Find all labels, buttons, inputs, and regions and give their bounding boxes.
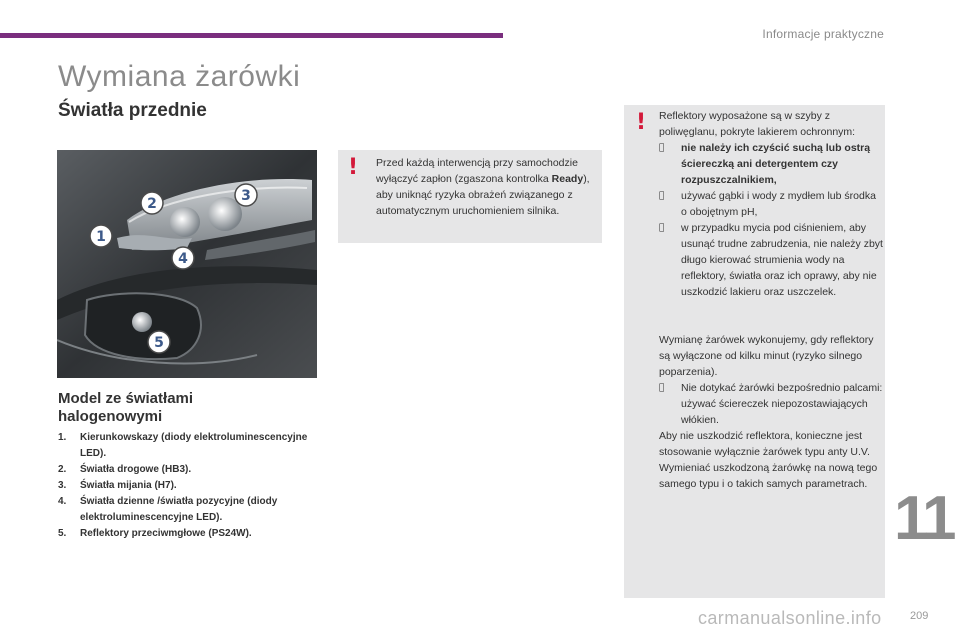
- list-item-number: 4.: [58, 496, 67, 507]
- list-item-text: Nie dotykać żarówki bezpośrednio palcami: używać ściereczek niepozostawiających włókien.: [681, 382, 883, 426]
- section-subtitle: Światła przednie: [58, 100, 207, 121]
- list-item-text: Światła dzienne /światła pozycyjne (diody elektroluminescencyjne LED).: [80, 496, 278, 523]
- care-intro: Reflektory wyposażone są w szyby z poliwęglanu, pokryte lakierem ochronnym:: [659, 110, 856, 138]
- callout-2: [141, 192, 163, 214]
- bullet-icon: [659, 220, 681, 300]
- bullet-icon: [659, 140, 681, 188]
- list-item: [58, 494, 328, 526]
- list-item-text: używać gąbki i wody z mydłem lub środka o obojętnym pH,: [681, 190, 876, 218]
- list-item-number: 5.: [58, 528, 67, 539]
- page-title: Wymiana żarówki: [58, 60, 301, 93]
- ignition-warning-box: [338, 150, 602, 243]
- section-label: Informacje praktyczne: [762, 27, 884, 41]
- callout-1-label: 1: [96, 229, 106, 245]
- list-item-text: nie należy ich czyścić suchą lub ostrą ściereczką ani detergentem czy rozpuszczalnikiem,: [681, 142, 871, 186]
- list-item-number: 2.: [58, 464, 67, 475]
- ignition-warning-text: [376, 155, 598, 219]
- callout-5: [148, 331, 170, 353]
- callout-3: [235, 184, 257, 206]
- warning-text-part: ), aby uniknąć ryzyka obrażeń związanego z automatycznym uruchomieniem silnika.: [376, 173, 590, 217]
- headlamp-care-warning-box: [624, 105, 885, 598]
- list-item: [58, 462, 328, 478]
- list-item: [58, 526, 328, 542]
- bullet-icon: [659, 380, 681, 428]
- list-item: [659, 380, 883, 428]
- model-heading: Model ze światłami halogenowymi: [58, 390, 194, 425]
- list-item-number: 1.: [58, 432, 67, 443]
- list-item: [659, 140, 883, 188]
- uv-bulb-paragraph: Aby nie uszkodzić reflektora, konieczne jest stosowanie wyłącznie żarówek typu anty U.V.: [659, 430, 870, 458]
- list-item-text: w przypadku mycia pod ciśnieniem, aby usunąć trudne zabrudzenia, nie należy zbyt długo kierować strumienia wody na reflektory, światła oraz ich oprawy, aby nie uszkodzić lakieru oraz uszczelek.: [681, 222, 883, 298]
- callout-4: [172, 247, 194, 269]
- page-number: 209: [910, 610, 929, 622]
- headlamp-care-text: [659, 108, 883, 492]
- warning-text-part: Przed każdą interwencją przy samochodzie wyłączyć zapłon (zgaszona kontrolka: [376, 157, 578, 185]
- list-item: [659, 220, 883, 300]
- parts-list: [58, 430, 328, 542]
- list-item-number: 3.: [58, 480, 67, 491]
- warning-icon: !: [636, 110, 647, 135]
- callout-2-label: 2: [147, 196, 157, 212]
- bulb-replacement-paragraph: Wymianę żarówek wykonujemy, gdy reflektory są wyłączone od kilku minut (ryzyko silnego poparzenia).: [659, 334, 874, 378]
- callout-4-label: 4: [178, 251, 188, 267]
- list-item-text: Światła drogowe (HB3).: [80, 464, 192, 475]
- list-item-text: Światła mijania (H7).: [80, 480, 177, 491]
- callout-1: [90, 225, 112, 247]
- callout-3-label: 3: [241, 188, 251, 204]
- bullet-icon: [659, 188, 681, 220]
- ready-indicator-label: Ready: [551, 173, 584, 185]
- list-item: [58, 478, 328, 494]
- headlight-photo: [57, 150, 317, 378]
- callout-5-label: 5: [154, 335, 164, 351]
- list-item-text: Kierunkowskazy (diody elektroluminescencyjne LED).: [80, 432, 308, 459]
- chapter-number: 11: [894, 484, 954, 553]
- header-accent-bar: [0, 33, 503, 38]
- list-item: [659, 188, 883, 220]
- list-item: [58, 430, 328, 462]
- same-type-paragraph: Wymieniać uszkodzoną żarówkę na nową tego samego typu i o takich samych parametrach.: [659, 462, 878, 490]
- watermark: carmanualsonline.info: [698, 608, 882, 628]
- list-item-text: Reflektory przeciwmgłowe (PS24W).: [80, 528, 252, 539]
- warning-icon: !: [348, 155, 359, 180]
